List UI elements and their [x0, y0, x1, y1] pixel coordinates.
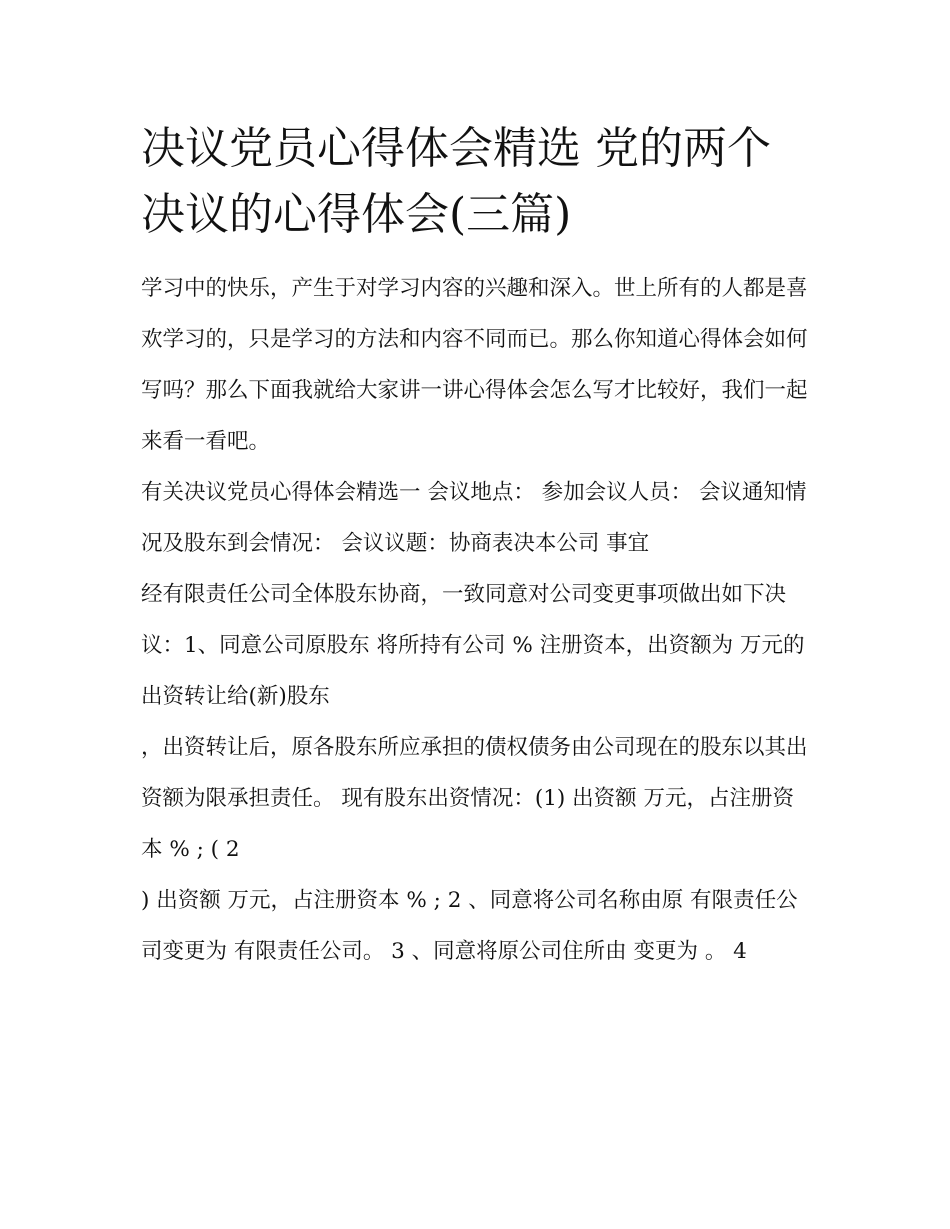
document-body: [141, 116, 813, 977]
paragraph-intro: 学习中的快乐，产生于对学习内容的兴趣和深入。世上所有的人都是喜欢学习的，只是学习的方法和内容不同而已。那么你知道心得体会如何写吗？那么下面我就给大家讲一讲心得体会怎么写才比较好，我们一起来看一看吧。: [141, 276, 808, 454]
paragraph-resolution-1: 经有限责任公司全体股东协商，一致同意对公司变更事项做出如下决议：1、同意公司原股东 将所持有公司 % 注册资本，出资额为 万元的出资转让给(新)股东: [141, 582, 805, 709]
paragraph-meeting-info: 有关决议党员心得体会精选一 会议地点： 参加会议人员： 会议通知情况及股东到会情况： 会议议题：协商表决本公司 事宜: [141, 480, 807, 556]
document-title: 决议党员心得体会精选 党的两个决议的心得体会(三篇): [141, 123, 771, 240]
paragraph-capital-status: ，出资转让后，原各股东所应承担的债权债务由公司现在的股东以其出资额为限承担责任。 现有股东出资情况：(1) 出资额 万元，占注册资本 % ; ( 2: [141, 735, 808, 862]
paragraph-list: [141, 263, 813, 977]
paragraph-resolution-2-3: ) 出资额 万元，占注册资本 % ; 2 、同意将公司名称由原 有限责任公司变更为 有限责任公司。 3 、同意将原公司住所由 变更为 。 4: [141, 888, 798, 964]
